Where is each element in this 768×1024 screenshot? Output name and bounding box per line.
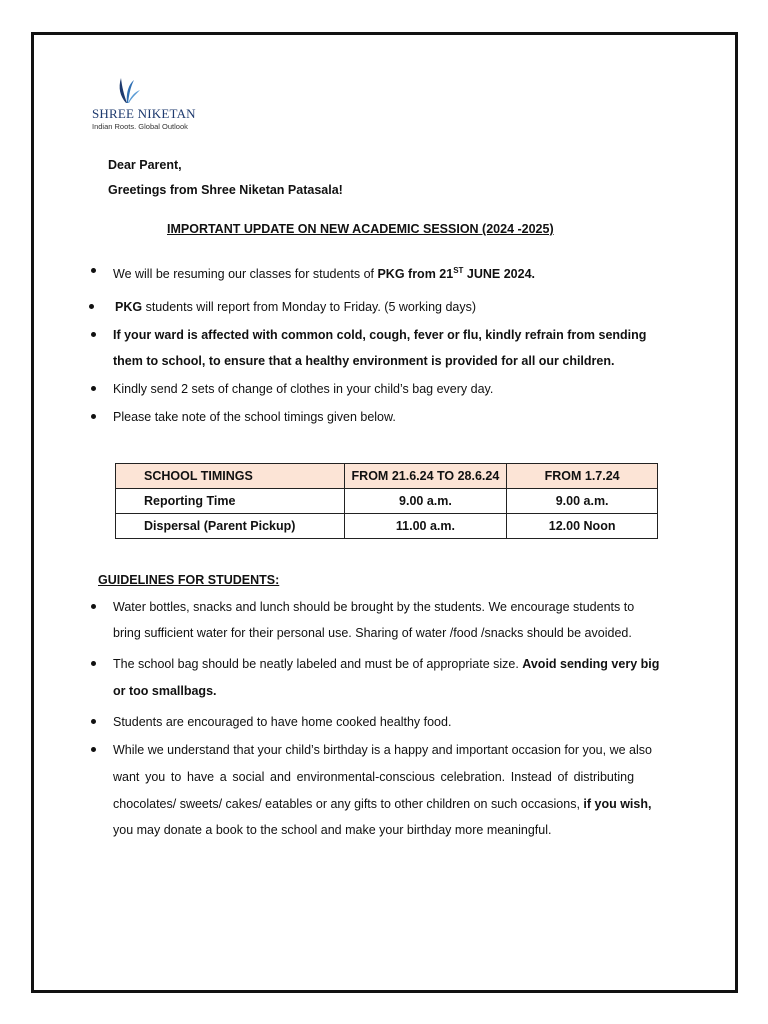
table-cell: 12.00 Noon <box>507 514 658 539</box>
table-cell: Dispersal (Parent Pickup) <box>116 514 345 539</box>
illness-line-1: If your ward is affected with common cold, cough, fever or flu, kindly refrain from sending <box>113 328 647 342</box>
table-row <box>116 489 658 514</box>
illness-line-2: them to school, to ensure that a healthy environment is provided for all our children. <box>113 354 615 368</box>
table-cell: 11.00 a.m. <box>344 514 507 539</box>
header-cell: SCHOOL TIMINGS <box>116 464 345 489</box>
timings-note-item: Please take note of the school timings given below. <box>113 410 396 424</box>
resume-date-sup: ST <box>453 266 464 275</box>
salutation: Dear Parent, <box>108 158 182 172</box>
birthday-text: chocolates/ sweets/ cakes/ eatables or any gifts to other children on such occasions, <box>113 797 584 811</box>
bullet-icon <box>91 386 96 391</box>
birthday-line-1: While we understand that your child’s birthday is a happy and important occasion for you, we also <box>113 743 652 757</box>
header-cell: FROM 1.7.24 <box>507 464 658 489</box>
table-row <box>116 514 658 539</box>
header-cell: FROM 21.6.24 TO 28.6.24 <box>344 464 507 489</box>
bullet-icon <box>89 304 94 309</box>
home-food-item: Students are encouraged to have home cooked healthy food. <box>113 715 452 729</box>
birthday-bold: if you wish, <box>583 797 652 811</box>
birthday-line-3 <box>113 795 651 813</box>
pkg-text: students will report from Monday to Friday. (5 working days) <box>142 300 477 314</box>
table-cell: 9.00 a.m. <box>344 489 507 514</box>
logo-tagline: Indian Roots. Global Outlook <box>92 122 188 131</box>
bullet-icon <box>91 268 96 273</box>
resume-classes-item <box>113 262 535 283</box>
resume-date-bold: PKG from 21 <box>377 267 454 281</box>
pkg-report-item <box>115 298 476 316</box>
table-header-row <box>116 464 658 489</box>
clothes-item: Kindly send 2 sets of change of clothes in your child’s bag every day. <box>113 382 494 396</box>
water-line-1: Water bottles, snacks and lunch should be brought by the students. We encourage students to <box>113 600 635 614</box>
resume-text: We will be resuming our classes for students of <box>113 267 378 281</box>
bullet-icon <box>91 604 96 609</box>
bullet-icon <box>91 661 96 666</box>
bullet-icon <box>91 414 96 419</box>
school-timings-table <box>115 463 658 539</box>
birthday-line-4: you may donate a book to the school and make your birthday more meaningful. <box>113 823 552 837</box>
bullet-icon <box>91 747 96 752</box>
bag-line-1 <box>113 655 659 673</box>
bag-bold: Avoid sending very big <box>522 657 660 671</box>
school-logo <box>92 76 202 136</box>
pkg-bold: PKG <box>115 300 143 314</box>
guidelines-heading: GUIDELINES FOR STUDENTS: <box>98 573 280 587</box>
greeting: Greetings from Shree Niketan Patasala! <box>108 183 343 197</box>
logo-leaf-icon <box>114 76 140 104</box>
notice-title: IMPORTANT UPDATE ON NEW ACADEMIC SESSION (2024 -2025) <box>167 222 554 236</box>
bag-line-2: or too smallbags. <box>113 684 217 698</box>
birthday-line-2: want you to have a social and environmental-conscious celebration. Instead of distributing <box>113 770 635 784</box>
table-cell: 9.00 a.m. <box>507 489 658 514</box>
water-line-2: bring sufficient water for their personal use. Sharing of water /food /snacks should be avoided. <box>113 626 632 640</box>
resume-date-end: JUNE 2024. <box>463 267 535 281</box>
logo-name: SHREE NIKETAN <box>92 106 196 121</box>
bullet-icon <box>91 719 96 724</box>
bullet-icon <box>91 332 96 337</box>
bag-text: The school bag should be neatly labeled and must be of appropriate size. <box>113 657 523 671</box>
table-cell: Reporting Time <box>116 489 345 514</box>
